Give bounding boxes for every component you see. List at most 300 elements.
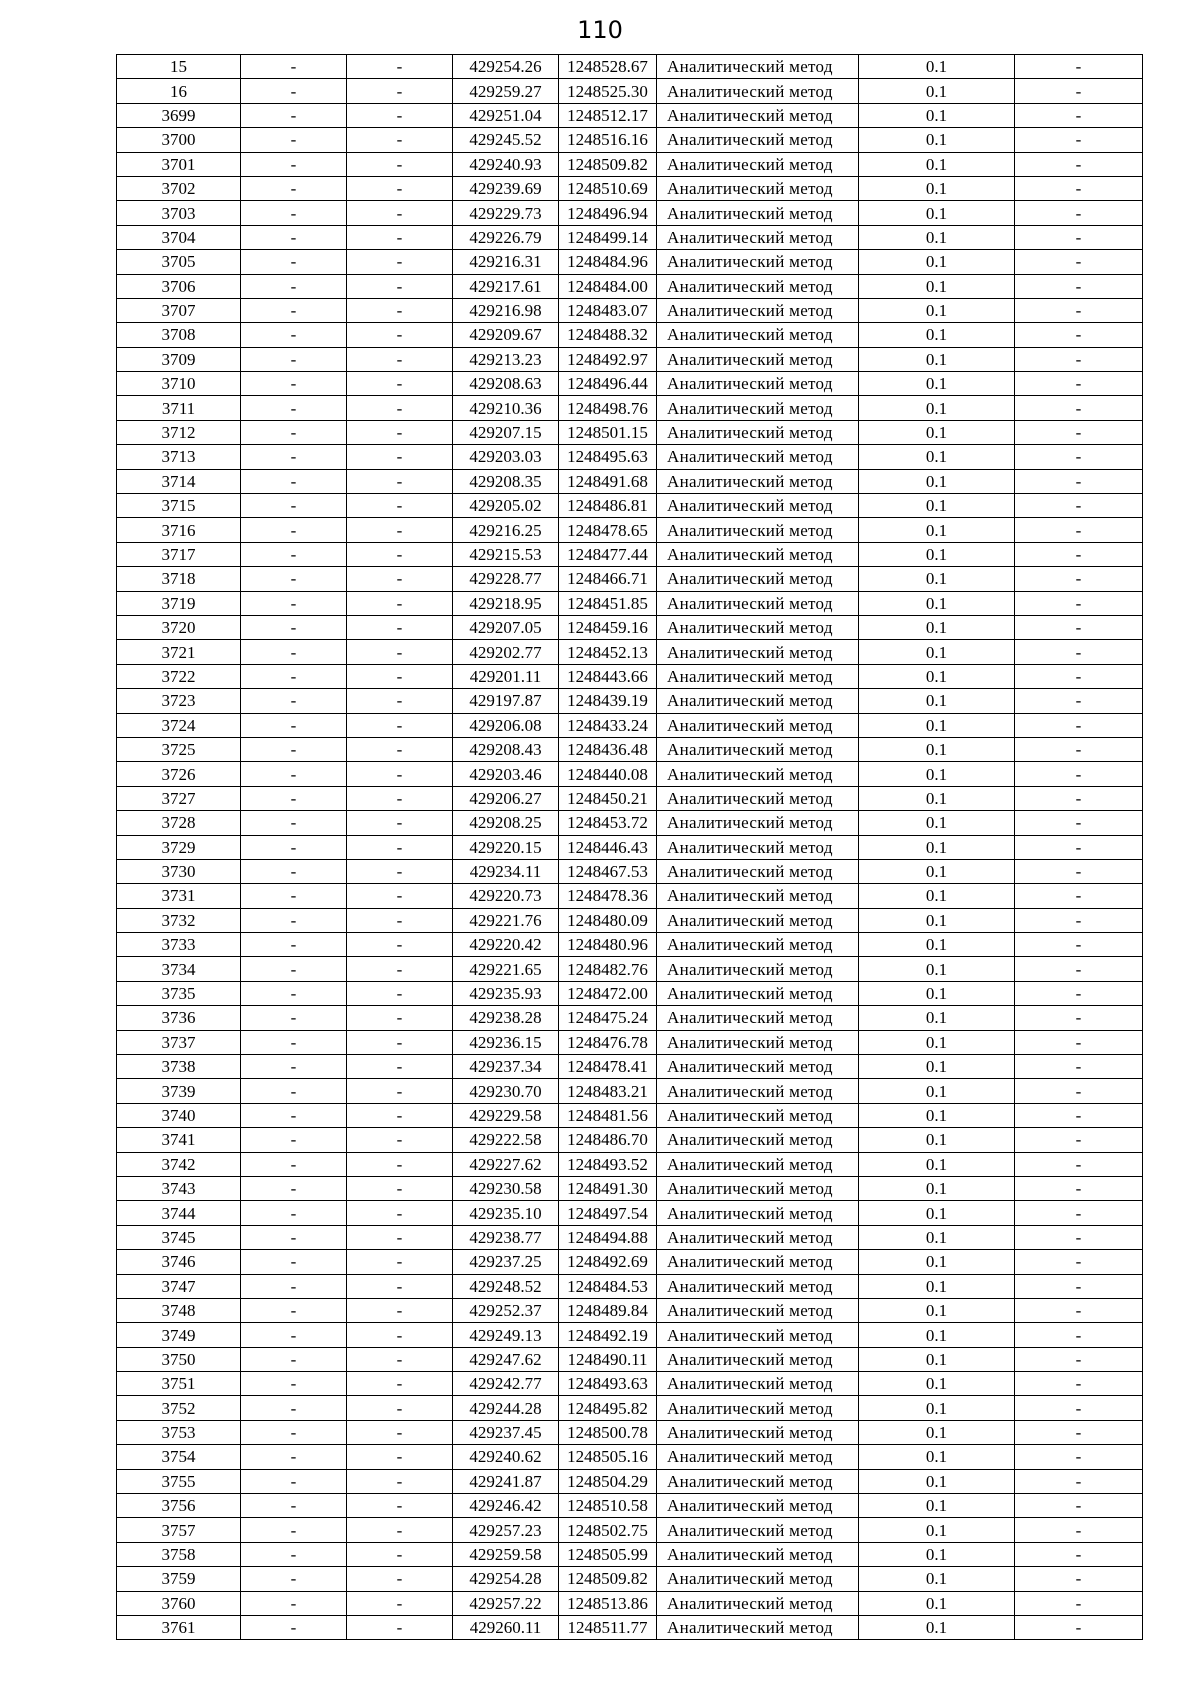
coordinates-table xyxy=(116,54,1143,1640)
x-coordinate-cell: 429249.13 xyxy=(453,1323,559,1347)
cell-col3: - xyxy=(347,1567,453,1591)
cell-col8: - xyxy=(1015,176,1143,200)
method-cell: Аналитический метод xyxy=(657,933,859,957)
cell-col8: - xyxy=(1015,128,1143,152)
table-row xyxy=(117,1567,1143,1591)
x-coordinate-cell: 429254.28 xyxy=(453,1567,559,1591)
method-cell: Аналитический метод xyxy=(657,420,859,444)
point-number-cell: 3736 xyxy=(117,1006,241,1030)
x-coordinate-cell: 429205.02 xyxy=(453,494,559,518)
table-row xyxy=(117,737,1143,761)
cell-col3: - xyxy=(347,664,453,688)
cell-col2: - xyxy=(241,1250,347,1274)
method-cell: Аналитический метод xyxy=(657,689,859,713)
accuracy-cell: 0.1 xyxy=(859,103,1015,127)
method-cell: Аналитический метод xyxy=(657,1518,859,1542)
table-row xyxy=(117,518,1143,542)
accuracy-cell: 0.1 xyxy=(859,1323,1015,1347)
cell-col3: - xyxy=(347,274,453,298)
x-coordinate-cell: 429208.35 xyxy=(453,469,559,493)
accuracy-cell: 0.1 xyxy=(859,1225,1015,1249)
y-coordinate-cell: 1248483.07 xyxy=(559,298,657,322)
x-coordinate-cell: 429241.87 xyxy=(453,1469,559,1493)
table-row xyxy=(117,323,1143,347)
cell-col8: - xyxy=(1015,640,1143,664)
table-row xyxy=(117,1030,1143,1054)
y-coordinate-cell: 1248433.24 xyxy=(559,713,657,737)
cell-col3: - xyxy=(347,1396,453,1420)
cell-col3: - xyxy=(347,494,453,518)
accuracy-cell: 0.1 xyxy=(859,689,1015,713)
point-number-cell: 3713 xyxy=(117,445,241,469)
cell-col3: - xyxy=(347,1225,453,1249)
cell-col2: - xyxy=(241,420,347,444)
point-number-cell: 3750 xyxy=(117,1347,241,1371)
method-cell: Аналитический метод xyxy=(657,518,859,542)
method-cell: Аналитический метод xyxy=(657,1079,859,1103)
x-coordinate-cell: 429237.25 xyxy=(453,1250,559,1274)
cell-col3: - xyxy=(347,908,453,932)
y-coordinate-cell: 1248499.14 xyxy=(559,225,657,249)
table-row xyxy=(117,1372,1143,1396)
accuracy-cell: 0.1 xyxy=(859,176,1015,200)
cell-col8: - xyxy=(1015,1518,1143,1542)
table-row xyxy=(117,1006,1143,1030)
y-coordinate-cell: 1248476.78 xyxy=(559,1030,657,1054)
cell-col2: - xyxy=(241,615,347,639)
table-row xyxy=(117,1469,1143,1493)
cell-col2: - xyxy=(241,1591,347,1615)
cell-col8: - xyxy=(1015,981,1143,1005)
cell-col3: - xyxy=(347,372,453,396)
x-coordinate-cell: 429234.11 xyxy=(453,859,559,883)
accuracy-cell: 0.1 xyxy=(859,1250,1015,1274)
y-coordinate-cell: 1248494.88 xyxy=(559,1225,657,1249)
method-cell: Аналитический метод xyxy=(657,1128,859,1152)
cell-col8: - xyxy=(1015,1323,1143,1347)
accuracy-cell: 0.1 xyxy=(859,1445,1015,1469)
x-coordinate-cell: 429206.08 xyxy=(453,713,559,737)
x-coordinate-cell: 429257.22 xyxy=(453,1591,559,1615)
y-coordinate-cell: 1248497.54 xyxy=(559,1201,657,1225)
cell-col2: - xyxy=(241,1420,347,1444)
point-number-cell: 3749 xyxy=(117,1323,241,1347)
table-row xyxy=(117,1055,1143,1079)
accuracy-cell: 0.1 xyxy=(859,762,1015,786)
x-coordinate-cell: 429230.58 xyxy=(453,1176,559,1200)
cell-col2: - xyxy=(241,1396,347,1420)
cell-col8: - xyxy=(1015,1103,1143,1127)
x-coordinate-cell: 429244.28 xyxy=(453,1396,559,1420)
y-coordinate-cell: 1248489.84 xyxy=(559,1298,657,1322)
accuracy-cell: 0.1 xyxy=(859,542,1015,566)
cell-col3: - xyxy=(347,152,453,176)
table-row xyxy=(117,201,1143,225)
method-cell: Аналитический метод xyxy=(657,347,859,371)
point-number-cell: 3737 xyxy=(117,1030,241,1054)
cell-col3: - xyxy=(347,176,453,200)
cell-col8: - xyxy=(1015,542,1143,566)
cell-col3: - xyxy=(347,347,453,371)
y-coordinate-cell: 1248451.85 xyxy=(559,591,657,615)
table-row xyxy=(117,615,1143,639)
method-cell: Аналитический метод xyxy=(657,1103,859,1127)
cell-col3: - xyxy=(347,1323,453,1347)
method-cell: Аналитический метод xyxy=(657,152,859,176)
cell-col8: - xyxy=(1015,908,1143,932)
method-cell: Аналитический метод xyxy=(657,469,859,493)
point-number-cell: 15 xyxy=(117,55,241,79)
page-number: 110 xyxy=(577,16,623,44)
accuracy-cell: 0.1 xyxy=(859,1006,1015,1030)
cell-col8: - xyxy=(1015,1372,1143,1396)
x-coordinate-cell: 429222.58 xyxy=(453,1128,559,1152)
accuracy-cell: 0.1 xyxy=(859,1396,1015,1420)
y-coordinate-cell: 1248436.48 xyxy=(559,737,657,761)
cell-col2: - xyxy=(241,713,347,737)
method-cell: Аналитический метод xyxy=(657,201,859,225)
table-row xyxy=(117,884,1143,908)
cell-col8: - xyxy=(1015,103,1143,127)
y-coordinate-cell: 1248467.53 xyxy=(559,859,657,883)
table-row xyxy=(117,396,1143,420)
cell-col3: - xyxy=(347,542,453,566)
y-coordinate-cell: 1248484.96 xyxy=(559,250,657,274)
cell-col3: - xyxy=(347,1055,453,1079)
point-number-cell: 3753 xyxy=(117,1420,241,1444)
y-coordinate-cell: 1248495.63 xyxy=(559,445,657,469)
method-cell: Аналитический метод xyxy=(657,737,859,761)
table-row xyxy=(117,152,1143,176)
x-coordinate-cell: 429213.23 xyxy=(453,347,559,371)
accuracy-cell: 0.1 xyxy=(859,1030,1015,1054)
accuracy-cell: 0.1 xyxy=(859,1494,1015,1518)
cell-col8: - xyxy=(1015,201,1143,225)
cell-col8: - xyxy=(1015,1445,1143,1469)
x-coordinate-cell: 429220.15 xyxy=(453,835,559,859)
cell-col8: - xyxy=(1015,298,1143,322)
cell-col8: - xyxy=(1015,396,1143,420)
method-cell: Аналитический метод xyxy=(657,835,859,859)
point-number-cell: 3740 xyxy=(117,1103,241,1127)
cell-col2: - xyxy=(241,1518,347,1542)
method-cell: Аналитический метод xyxy=(657,1372,859,1396)
x-coordinate-cell: 429248.52 xyxy=(453,1274,559,1298)
cell-col8: - xyxy=(1015,1128,1143,1152)
cell-col2: - xyxy=(241,1347,347,1371)
cell-col2: - xyxy=(241,128,347,152)
cell-col8: - xyxy=(1015,1591,1143,1615)
point-number-cell: 3732 xyxy=(117,908,241,932)
accuracy-cell: 0.1 xyxy=(859,372,1015,396)
cell-col8: - xyxy=(1015,835,1143,859)
x-coordinate-cell: 429203.03 xyxy=(453,445,559,469)
point-number-cell: 3735 xyxy=(117,981,241,1005)
table-row xyxy=(117,957,1143,981)
cell-col3: - xyxy=(347,1542,453,1566)
x-coordinate-cell: 429240.93 xyxy=(453,152,559,176)
y-coordinate-cell: 1248492.97 xyxy=(559,347,657,371)
cell-col3: - xyxy=(347,1298,453,1322)
cell-col3: - xyxy=(347,933,453,957)
method-cell: Аналитический метод xyxy=(657,494,859,518)
cell-col8: - xyxy=(1015,1006,1143,1030)
point-number-cell: 3756 xyxy=(117,1494,241,1518)
table-row xyxy=(117,128,1143,152)
y-coordinate-cell: 1248482.76 xyxy=(559,957,657,981)
cell-col2: - xyxy=(241,494,347,518)
table-row xyxy=(117,786,1143,810)
table-row xyxy=(117,1494,1143,1518)
table-row xyxy=(117,1079,1143,1103)
x-coordinate-cell: 429237.34 xyxy=(453,1055,559,1079)
table-row xyxy=(117,298,1143,322)
point-number-cell: 3745 xyxy=(117,1225,241,1249)
x-coordinate-cell: 429208.63 xyxy=(453,372,559,396)
accuracy-cell: 0.1 xyxy=(859,55,1015,79)
point-number-cell: 3755 xyxy=(117,1469,241,1493)
point-number-cell: 3761 xyxy=(117,1616,241,1640)
y-coordinate-cell: 1248484.53 xyxy=(559,1274,657,1298)
table-row xyxy=(117,1128,1143,1152)
table-row xyxy=(117,713,1143,737)
cell-col2: - xyxy=(241,1103,347,1127)
method-cell: Аналитический метод xyxy=(657,298,859,322)
method-cell: Аналитический метод xyxy=(657,1616,859,1640)
x-coordinate-cell: 429220.42 xyxy=(453,933,559,957)
cell-col8: - xyxy=(1015,957,1143,981)
cell-col8: - xyxy=(1015,1250,1143,1274)
method-cell: Аналитический метод xyxy=(657,128,859,152)
point-number-cell: 3760 xyxy=(117,1591,241,1615)
accuracy-cell: 0.1 xyxy=(859,518,1015,542)
x-coordinate-cell: 429237.45 xyxy=(453,1420,559,1444)
point-number-cell: 3734 xyxy=(117,957,241,981)
cell-col2: - xyxy=(241,225,347,249)
method-cell: Аналитический метод xyxy=(657,542,859,566)
method-cell: Аналитический метод xyxy=(657,1323,859,1347)
cell-col2: - xyxy=(241,591,347,615)
cell-col2: - xyxy=(241,811,347,835)
table-row xyxy=(117,859,1143,883)
cell-col3: - xyxy=(347,323,453,347)
table-row xyxy=(117,79,1143,103)
x-coordinate-cell: 429229.73 xyxy=(453,201,559,225)
table-row xyxy=(117,640,1143,664)
method-cell: Аналитический метод xyxy=(657,567,859,591)
x-coordinate-cell: 429216.31 xyxy=(453,250,559,274)
cell-col3: - xyxy=(347,1201,453,1225)
table-row xyxy=(117,1250,1143,1274)
y-coordinate-cell: 1248452.13 xyxy=(559,640,657,664)
y-coordinate-cell: 1248481.56 xyxy=(559,1103,657,1127)
cell-col3: - xyxy=(347,1079,453,1103)
point-number-cell: 3701 xyxy=(117,152,241,176)
y-coordinate-cell: 1248505.99 xyxy=(559,1542,657,1566)
accuracy-cell: 0.1 xyxy=(859,445,1015,469)
cell-col2: - xyxy=(241,1152,347,1176)
y-coordinate-cell: 1248477.44 xyxy=(559,542,657,566)
cell-col3: - xyxy=(347,128,453,152)
accuracy-cell: 0.1 xyxy=(859,1518,1015,1542)
accuracy-cell: 0.1 xyxy=(859,908,1015,932)
accuracy-cell: 0.1 xyxy=(859,1176,1015,1200)
x-coordinate-cell: 429208.25 xyxy=(453,811,559,835)
y-coordinate-cell: 1248496.94 xyxy=(559,201,657,225)
method-cell: Аналитический метод xyxy=(657,713,859,737)
method-cell: Аналитический метод xyxy=(657,225,859,249)
point-number-cell: 3757 xyxy=(117,1518,241,1542)
cell-col3: - xyxy=(347,1274,453,1298)
y-coordinate-cell: 1248516.16 xyxy=(559,128,657,152)
method-cell: Аналитический метод xyxy=(657,396,859,420)
y-coordinate-cell: 1248486.70 xyxy=(559,1128,657,1152)
accuracy-cell: 0.1 xyxy=(859,1103,1015,1127)
cell-col2: - xyxy=(241,55,347,79)
cell-col8: - xyxy=(1015,1225,1143,1249)
cell-col2: - xyxy=(241,469,347,493)
method-cell: Аналитический метод xyxy=(657,1274,859,1298)
x-coordinate-cell: 429251.04 xyxy=(453,103,559,127)
accuracy-cell: 0.1 xyxy=(859,933,1015,957)
accuracy-cell: 0.1 xyxy=(859,713,1015,737)
point-number-cell: 3706 xyxy=(117,274,241,298)
point-number-cell: 3720 xyxy=(117,615,241,639)
cell-col8: - xyxy=(1015,250,1143,274)
cell-col2: - xyxy=(241,298,347,322)
y-coordinate-cell: 1248510.58 xyxy=(559,1494,657,1518)
cell-col2: - xyxy=(241,347,347,371)
point-number-cell: 3730 xyxy=(117,859,241,883)
method-cell: Аналитический метод xyxy=(657,1420,859,1444)
table-row xyxy=(117,55,1143,79)
point-number-cell: 3742 xyxy=(117,1152,241,1176)
point-number-cell: 16 xyxy=(117,79,241,103)
accuracy-cell: 0.1 xyxy=(859,811,1015,835)
x-coordinate-cell: 429252.37 xyxy=(453,1298,559,1322)
x-coordinate-cell: 429238.28 xyxy=(453,1006,559,1030)
table-row xyxy=(117,176,1143,200)
cell-col3: - xyxy=(347,1372,453,1396)
cell-col2: - xyxy=(241,1128,347,1152)
method-cell: Аналитический метод xyxy=(657,1250,859,1274)
x-coordinate-cell: 429215.53 xyxy=(453,542,559,566)
y-coordinate-cell: 1248511.77 xyxy=(559,1616,657,1640)
x-coordinate-cell: 429207.05 xyxy=(453,615,559,639)
cell-col3: - xyxy=(347,79,453,103)
point-number-cell: 3716 xyxy=(117,518,241,542)
cell-col2: - xyxy=(241,1616,347,1640)
point-number-cell: 3726 xyxy=(117,762,241,786)
cell-col8: - xyxy=(1015,1030,1143,1054)
x-coordinate-cell: 429201.11 xyxy=(453,664,559,688)
point-number-cell: 3699 xyxy=(117,103,241,127)
y-coordinate-cell: 1248450.21 xyxy=(559,786,657,810)
table-row xyxy=(117,445,1143,469)
cell-col2: - xyxy=(241,1469,347,1493)
table-row xyxy=(117,1518,1143,1542)
point-number-cell: 3714 xyxy=(117,469,241,493)
cell-col3: - xyxy=(347,469,453,493)
method-cell: Аналитический метод xyxy=(657,981,859,1005)
x-coordinate-cell: 429246.42 xyxy=(453,1494,559,1518)
cell-col2: - xyxy=(241,1176,347,1200)
method-cell: Аналитический метод xyxy=(657,372,859,396)
cell-col8: - xyxy=(1015,372,1143,396)
cell-col3: - xyxy=(347,1494,453,1518)
table-row xyxy=(117,1347,1143,1371)
point-number-cell: 3708 xyxy=(117,323,241,347)
cell-col8: - xyxy=(1015,1274,1143,1298)
point-number-cell: 3700 xyxy=(117,128,241,152)
cell-col8: - xyxy=(1015,1055,1143,1079)
cell-col2: - xyxy=(241,250,347,274)
x-coordinate-cell: 429259.58 xyxy=(453,1542,559,1566)
accuracy-cell: 0.1 xyxy=(859,1079,1015,1103)
accuracy-cell: 0.1 xyxy=(859,128,1015,152)
cell-col8: - xyxy=(1015,786,1143,810)
table-row xyxy=(117,1225,1143,1249)
table-row xyxy=(117,762,1143,786)
cell-col3: - xyxy=(347,1469,453,1493)
table-row xyxy=(117,494,1143,518)
cell-col3: - xyxy=(347,420,453,444)
accuracy-cell: 0.1 xyxy=(859,396,1015,420)
cell-col3: - xyxy=(347,1420,453,1444)
table-row xyxy=(117,225,1143,249)
y-coordinate-cell: 1248492.19 xyxy=(559,1323,657,1347)
y-coordinate-cell: 1248478.65 xyxy=(559,518,657,542)
x-coordinate-cell: 429238.77 xyxy=(453,1225,559,1249)
x-coordinate-cell: 429254.26 xyxy=(453,55,559,79)
method-cell: Аналитический метод xyxy=(657,1298,859,1322)
cell-col2: - xyxy=(241,664,347,688)
point-number-cell: 3710 xyxy=(117,372,241,396)
point-number-cell: 3751 xyxy=(117,1372,241,1396)
accuracy-cell: 0.1 xyxy=(859,420,1015,444)
cell-col8: - xyxy=(1015,1298,1143,1322)
point-number-cell: 3758 xyxy=(117,1542,241,1566)
cell-col8: - xyxy=(1015,713,1143,737)
x-coordinate-cell: 429218.95 xyxy=(453,591,559,615)
method-cell: Аналитический метод xyxy=(657,1567,859,1591)
point-number-cell: 3704 xyxy=(117,225,241,249)
cell-col2: - xyxy=(241,786,347,810)
y-coordinate-cell: 1248490.11 xyxy=(559,1347,657,1371)
table-row xyxy=(117,1274,1143,1298)
method-cell: Аналитический метод xyxy=(657,664,859,688)
accuracy-cell: 0.1 xyxy=(859,664,1015,688)
x-coordinate-cell: 429226.79 xyxy=(453,225,559,249)
cell-col2: - xyxy=(241,445,347,469)
method-cell: Аналитический метод xyxy=(657,1030,859,1054)
cell-col8: - xyxy=(1015,1396,1143,1420)
table-row xyxy=(117,1298,1143,1322)
table-row xyxy=(117,811,1143,835)
y-coordinate-cell: 1248498.76 xyxy=(559,396,657,420)
accuracy-cell: 0.1 xyxy=(859,298,1015,322)
y-coordinate-cell: 1248512.17 xyxy=(559,103,657,127)
cell-col2: - xyxy=(241,859,347,883)
method-cell: Аналитический метод xyxy=(657,1201,859,1225)
table-row xyxy=(117,1616,1143,1640)
table-row xyxy=(117,1591,1143,1615)
cell-col3: - xyxy=(347,103,453,127)
cell-col3: - xyxy=(347,591,453,615)
cell-col3: - xyxy=(347,737,453,761)
accuracy-cell: 0.1 xyxy=(859,640,1015,664)
y-coordinate-cell: 1248502.75 xyxy=(559,1518,657,1542)
